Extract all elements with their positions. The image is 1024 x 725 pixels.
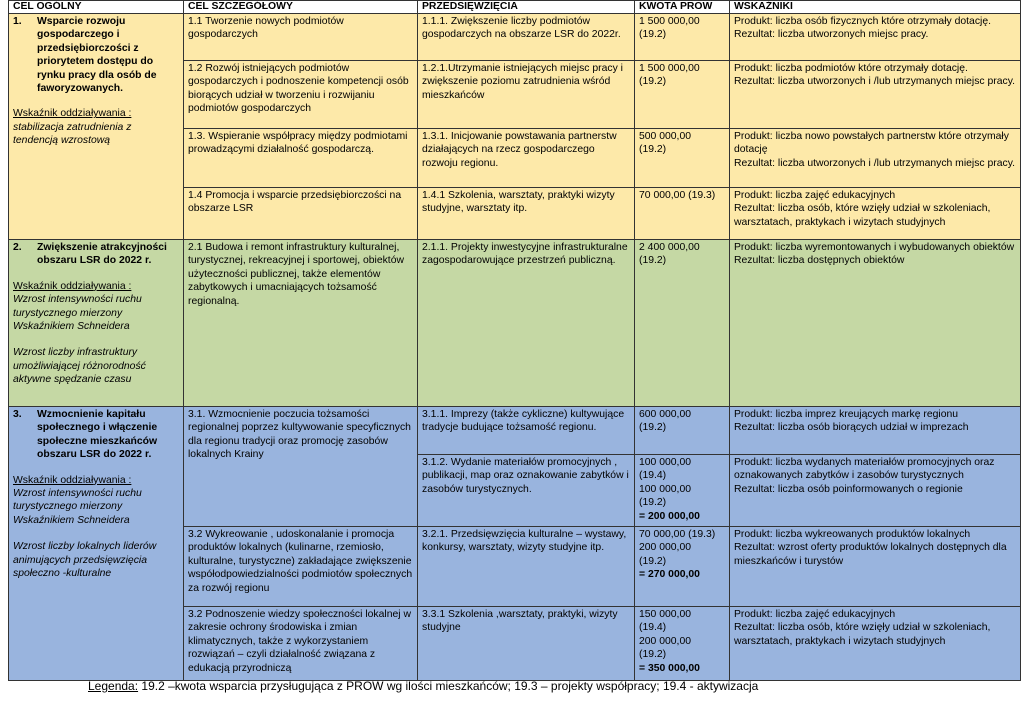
amount-code: (19.4): [639, 622, 667, 634]
goal-cell-1: [9, 14, 184, 240]
amount-value: 200 000,00: [639, 542, 692, 554]
specific-cell: 1.3. Wspieranie współpracy między podmiotami prowadzącymi działalność gospodarczą.: [184, 129, 418, 188]
table-row: [9, 240, 1021, 407]
header-goal: CEL OGÓLNY: [9, 1, 184, 14]
legend-text: 19.2 –kwota wsparcia przysługująca z PROW wg ilości mieszkańców; 19.3 – projekty współpracy; 19.4 - aktywizacja: [138, 679, 759, 693]
indicator-result: Rezultat: liczba osób, które wzięły udział w szkoleniach, warsztatach, praktykach i wizytach studyjnych: [734, 622, 991, 647]
amount-cell: [635, 61, 730, 129]
amount-value: 70 000,00 (19.3): [639, 190, 716, 201]
indicator-result: Rezultat: liczba utworzonych i /lub utrzymanych miejsc pracy.: [734, 157, 1016, 169]
indicators-cell: [730, 188, 1021, 240]
amount-value: 1 500 000,00: [639, 63, 700, 74]
header-amount: KWOTA PROW: [635, 1, 730, 14]
impact-indicator-label: Wskaźnik oddziaływania :: [13, 474, 132, 486]
amount-cell: [635, 607, 730, 681]
indicator-product: Produkt: liczba nowo powstałych partnerstw które otrzymały dotację: [734, 131, 1009, 156]
amount-value: 2 400 000,00: [639, 242, 700, 253]
indicator-product: Produkt: liczba zajęć edukacyjnych: [734, 190, 896, 201]
indicator-product: Produkt: liczba wykreowanych produktów lokalnych: [734, 529, 971, 540]
goal-number: 2.: [13, 242, 22, 253]
amount-total: = 270 000,00: [639, 569, 700, 581]
indicator-result: Rezultat: liczba osób poinformowanych o regionie: [734, 483, 963, 495]
goal-title-text: Wsparcie rozwoju gospodarczego i przedsiębiorczości z priorytetem dostępu do rynku pracy dla osób de faworyzowanych.: [37, 16, 157, 95]
amount-total: = 350 000,00: [639, 662, 700, 674]
goal-title-text: Zwiększenie atrakcyjności obszaru LSR do 2022 r.: [37, 242, 167, 267]
header-specific: CEL SZCZEGÓŁOWY: [184, 1, 418, 14]
indicators-cell: [730, 240, 1021, 407]
amount-value: 600 000,00: [639, 409, 692, 420]
amount-cell: [635, 407, 730, 455]
indicator-product: Produkt: liczba wyremontowanych i wybudowanych obiektów: [734, 242, 1015, 253]
indicator-result: Rezultat: liczba utworzonych i /lub utrzymanych miejsc pracy.: [734, 76, 1016, 88]
amount-code: (19.4): [639, 470, 667, 482]
goal-cell-2: [9, 240, 184, 407]
goal-title: [13, 408, 179, 462]
legend: [88, 679, 758, 693]
action-cell: 2.1.1. Projekty inwestycyjne infrastrukturalne zagospodarowujące przestrzeń publiczną.: [418, 240, 635, 407]
goal-title-text: Wzmocnienie kapitału społecznego i włączenie społeczne mieszkańców obszaru LSR do 2022 r.: [37, 409, 158, 461]
amount-code: (19.2): [639, 29, 667, 41]
amount-value: 150 000,00: [639, 609, 692, 620]
indicator-product: Produkt: liczba imprez kreujących markę regionu: [734, 409, 959, 420]
amount-cell: [635, 14, 730, 61]
amount-code: (19.2): [639, 144, 667, 156]
action-cell: 3.2.1. Przedsięwzięcia kulturalne – wystawy, konkursy, warsztaty, wizyty studyjne itp.: [418, 527, 635, 607]
goal-number: 3.: [13, 409, 22, 420]
specific-cell: 1.4 Promocja i wsparcie przedsiębiorczości na obszarze LSR: [184, 188, 418, 240]
amount-value: 500 000,00: [639, 131, 692, 142]
amount-cell: [635, 188, 730, 240]
amount-code: (19.2): [639, 422, 667, 434]
impact-indicator-text-2: Wzrost liczby infrastruktury umożliwiającej różnorodność aktywne spędzanie czasu: [13, 347, 146, 386]
amount-cell: [635, 129, 730, 188]
indicator-product: Produkt: liczba wydanych materiałów promocyjnych oraz oznakowanych zabytków i zasobów turystycznych: [734, 457, 995, 482]
goal-title: [13, 15, 179, 95]
indicators-cell: [730, 607, 1021, 681]
amount-cell: [635, 240, 730, 407]
indicators-cell: [730, 455, 1021, 527]
indicator-result: Rezultat: liczba dostępnych obiektów: [734, 255, 905, 267]
amount-code: (19.2): [639, 555, 667, 567]
action-cell: 1.1.1. Zwiększenie liczby podmiotów gospodarczych na obszarze LSR do 2022r.: [418, 14, 635, 61]
specific-cell: 1.2 Rozwój istniejących podmiotów gospodarczych i podnoszenie kompetencji osób biorących udział w tworzeniu i rozwijaniu podmiotów gospodarczych: [184, 61, 418, 129]
amount-code: (19.2): [639, 497, 667, 509]
impact-indicator-label: Wskaźnik oddziaływania :: [13, 108, 132, 120]
legend-label: Legenda:: [88, 679, 139, 693]
indicators-cell: [730, 14, 1021, 61]
amount-code: (19.2): [639, 255, 667, 267]
indicator-result: Rezultat: wzrost oferty produktów lokalnych dostępnych dla mieszkańców i turystów: [734, 542, 1007, 567]
indicators-cell: [730, 61, 1021, 129]
indicator-result: Rezultat: liczba osób, które wzięły udział w szkoleniach, warsztatach, praktykach i wizytach studyjnych: [734, 203, 991, 228]
table-row: [9, 407, 1021, 455]
indicators-cell: [730, 527, 1021, 607]
action-cell: 1.2.1.Utrzymanie istniejących miejsc pracy i zwiększenie poziomu zatrudnienia wśród mieszkańców: [418, 61, 635, 129]
goal-title: [13, 241, 179, 268]
impact-indicator-text: stabilizacja zatrudnienia z tendencją wzrostową: [13, 121, 132, 147]
amount-code: (19.2): [639, 76, 667, 88]
amount-value: 70 000,00 (19.3): [639, 529, 716, 540]
impact-indicator-text-2: Wzrost liczby lokalnych liderów animujących przedsięwzięcia społeczno -kulturalne: [13, 541, 157, 580]
amount-value: 1 500 000,00: [639, 16, 700, 27]
amount-value: 100 000,00: [639, 483, 692, 495]
amount-code: (19.2): [639, 649, 667, 661]
amount-value: 100 000,00: [639, 457, 692, 468]
indicators-cell: [730, 407, 1021, 455]
amount-total: = 200 000,00: [639, 510, 700, 522]
specific-cell: 3.2 Podnoszenie wiedzy społeczności lokalnej w zakresie ochrony środowiska i zmian klimatycznych, także z wykorzystaniem rozwiązań – czyli działalność związana z edukacją przyrodniczą: [184, 607, 418, 681]
specific-cell: 3.1. Wzmocnienie poczucia tożsamości regionalnej poprzez kultywowanie specyficznych dla regionu tradycji oraz promocję zasobów lokalnych Krainy: [184, 407, 418, 527]
header-action: PRZEDSIĘWZIĘCIA: [418, 1, 635, 14]
goal-cell-3: [9, 407, 184, 681]
specific-cell: 1.1 Tworzenie nowych podmiotów gospodarczych: [184, 14, 418, 61]
action-cell: 3.3.1 Szkolenia ,warsztaty, praktyki, wizyty studyjne: [418, 607, 635, 681]
header-indicators: WSKAŹNIKI: [730, 1, 1021, 14]
indicator-product: Produkt: liczba osób fizycznych które otrzymały dotację.: [734, 16, 991, 27]
impact-indicator-text: Wzrost intensywności ruchu turystycznego mierzony Wskaźnikiem Schneidera: [13, 294, 142, 333]
action-cell: 1.3.1. Inicjowanie powstawania partnerstw działających na rzecz gospodarczego rozwoju regionu.: [418, 129, 635, 188]
table-row: [9, 14, 1021, 61]
indicator-product: Produkt: liczba podmiotów które otrzymały dotację.: [734, 63, 968, 74]
indicators-cell: [730, 129, 1021, 188]
indicator-product: Produkt: liczba zajęć edukacyjnych: [734, 609, 896, 620]
amount-value: 200 000,00: [639, 635, 692, 647]
table-header-row: [9, 1, 1021, 14]
goal-number: 1.: [13, 16, 22, 27]
indicator-result: Rezultat: liczba osób biorących udział w imprezach: [734, 422, 969, 434]
action-cell: 3.1.1. Imprezy (także cykliczne) kultywujące tradycje budujące tożsamość regionu.: [418, 407, 635, 455]
action-cell: 1.4.1 Szkolenia, warsztaty, praktyki wizyty studyjne, warsztaty itp.: [418, 188, 635, 240]
action-cell: 3.1.2. Wydanie materiałów promocyjnych , publikacji, map oraz oznakowanie zabytków i zasobów turystycznych.: [418, 455, 635, 527]
impact-indicator-label: Wskaźnik oddziaływania :: [13, 280, 132, 292]
specific-cell: 3.2 Wykreowanie , udoskonalanie i promocja produktów lokalnych (kulinarne, rzemiosło, kulturalne, turystyczne) zakładające zwiększenie współodpowiedzialności podmiotów społecznych za rozwój regionu: [184, 527, 418, 607]
amount-cell: [635, 455, 730, 527]
lsr-goals-table: [8, 0, 1021, 681]
indicator-result: Rezultat: liczba utworzonych miejsc pracy.: [734, 29, 929, 41]
specific-cell: 2.1 Budowa i remont infrastruktury kulturalnej, turystycznej, rekreacyjnej i sportowej, obiektów użyteczności publicznej, także elementów zabytkowych i umacniających tożsamość regionalną.: [184, 240, 418, 407]
impact-indicator-text: Wzrost intensywności ruchu turystycznego mierzony Wskaźnikiem Schneidera: [13, 488, 142, 526]
amount-cell: [635, 527, 730, 607]
